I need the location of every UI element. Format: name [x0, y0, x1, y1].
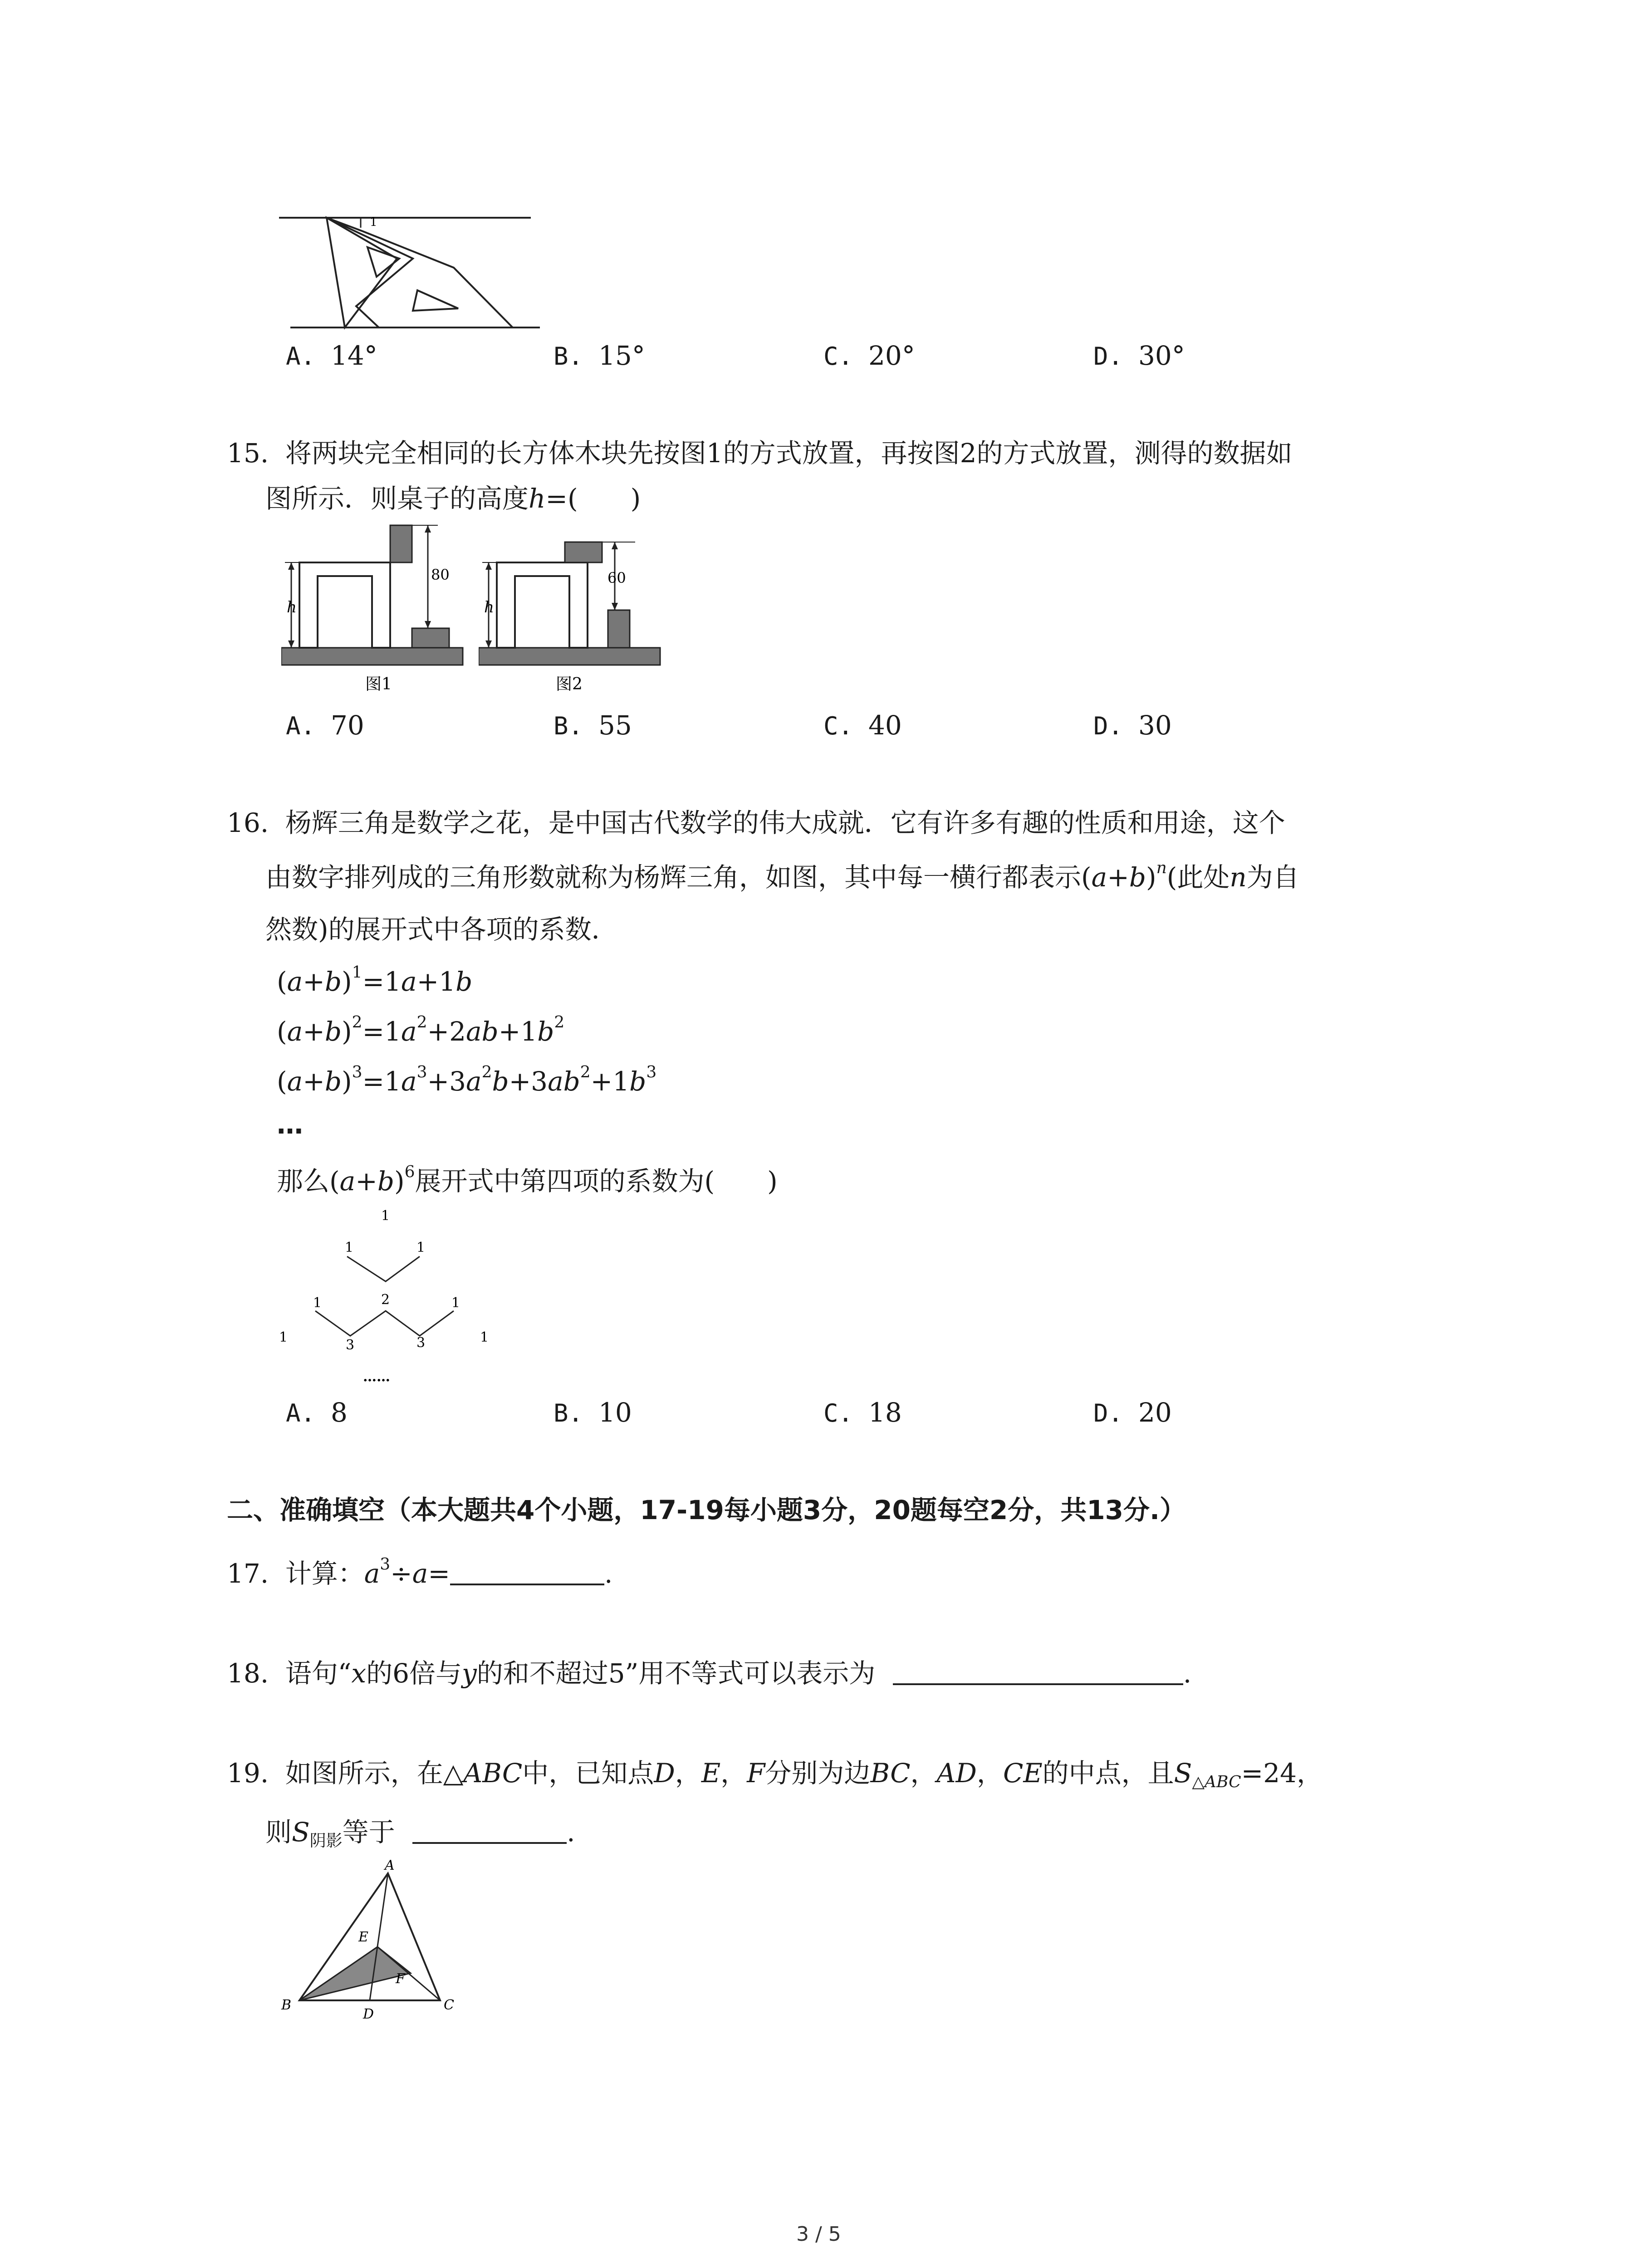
q16-expansion-1: $(a+b)^1=1a+1b$ — [277, 963, 473, 997]
q16-question-line1: 16. 杨辉三角是数学之花，是中国古代数学的伟大成就．它有许多有趣的性质和用途，这个 — [227, 807, 1285, 838]
q15-option-d[interactable]: D. 30 — [1093, 710, 1172, 741]
q16-question-line3: 然数)的展开式中各项的系数． — [265, 914, 618, 945]
tri-r3-c1: 3 — [346, 1337, 355, 1353]
q19-question-line1: 19. 如图所示，在△ABC中，已知点D，E，F分别为边BC，AD，CE的中点，且$S_{\triangle ABC}=24$， — [227, 1758, 1323, 1791]
q19-label-c: C — [444, 1997, 454, 2013]
q16-option-c[interactable]: C. 18 — [823, 1397, 902, 1428]
q19-triangle-figure — [272, 1860, 472, 2023]
q15-question-line2: 图所示．则桌子的高度h=( ) — [265, 483, 641, 514]
q14-figure — [277, 213, 540, 336]
tri-r3-c3: 1 — [480, 1330, 489, 1345]
q15-figure-2 — [479, 522, 669, 699]
q19-answer-blank[interactable] — [412, 1842, 567, 1844]
q19-label-f: F — [396, 1971, 405, 1987]
q15-fig1-caption: 图1 — [365, 675, 392, 694]
q15-option-a[interactable]: A. 70 — [286, 710, 364, 741]
q16-question-line2: 由数字排列成的三角形数就称为杨辉三角，如图，其中每一横行都表示$(a+b)^n$(此处n为自 — [265, 859, 1299, 893]
q14-angle-label: 1 — [370, 215, 377, 229]
q16-option-b[interactable]: B. 10 — [554, 1397, 632, 1428]
tri-r0-c0: 1 — [381, 1208, 390, 1224]
section-2-title: 二、准确填空（本大题共4个小题，17-19每小题3分，20题每空2分，共13分.） — [227, 1495, 1186, 1525]
q19-label-a: A — [385, 1860, 395, 1873]
q19-label-b: B — [281, 1997, 292, 2013]
tri-r1-c0: 1 — [345, 1240, 354, 1256]
tri-r3-c2: 3 — [416, 1335, 426, 1351]
tri-r2-c0: 1 — [313, 1295, 322, 1311]
q15-question-line1: 15. 将两块完全相同的长方体木块先按图1的方式放置，再按图2的方式放置，测得的数据如 — [227, 438, 1293, 469]
q16-expansion-3: $(a+b)^3=1a^3+3a^2b+3ab^2+1b^3$ — [277, 1063, 657, 1097]
tri-r3-c0: 1 — [279, 1330, 288, 1345]
q15-figure-1 — [281, 522, 472, 699]
q16-expansion-2: $(a+b)^2=1a^2+2ab+1b^2$ — [277, 1013, 565, 1047]
q19-label-d: D — [363, 2006, 374, 2022]
q16-option-d[interactable]: D. 20 — [1093, 1397, 1172, 1428]
q14-option-b[interactable]: B. 15° — [554, 340, 645, 371]
q16-ask: 那么$(a+b)^6$展开式中第四项的系数为( ) — [277, 1163, 778, 1197]
q16-ellipsis: … — [277, 1109, 303, 1140]
q17-question: 17. 计算：$a^3\div a=$ . — [227, 1555, 613, 1589]
page-number: 3 / 5 — [796, 2223, 841, 2246]
q15-fig2-h: h — [484, 598, 494, 616]
tri-r1-c1: 1 — [416, 1240, 426, 1256]
q15-fig2-caption: 图2 — [556, 675, 583, 694]
q19-label-e: E — [358, 1929, 368, 1945]
q19-question-line2: 则$S_{阴影}$等于 . — [265, 1817, 575, 1850]
q15-option-c[interactable]: C. 40 — [823, 710, 902, 741]
tri-r2-c2: 1 — [451, 1295, 460, 1311]
q15-fig1-h: h — [287, 598, 297, 616]
q14-option-c[interactable]: C. 20° — [823, 340, 915, 371]
q15-fig1-measure: 80 — [431, 566, 450, 583]
q16-triangle-figure — [272, 1202, 508, 1397]
q18-question: 18. 语句“x的6倍与y的和不超过5”用不等式可以表示为 . — [227, 1658, 1192, 1689]
tri-dots: …… — [363, 1369, 390, 1385]
q15-option-b[interactable]: B. 55 — [554, 710, 632, 741]
q16-option-a[interactable]: A. 8 — [286, 1397, 348, 1428]
q14-option-a[interactable]: A. 14° — [286, 340, 377, 371]
q18-answer-blank[interactable] — [893, 1683, 1183, 1685]
tri-r2-c1: 2 — [381, 1292, 390, 1308]
q14-option-d[interactable]: D. 30° — [1093, 340, 1185, 371]
q17-answer-blank[interactable] — [450, 1584, 604, 1585]
q15-fig2-measure: 60 — [607, 569, 626, 587]
